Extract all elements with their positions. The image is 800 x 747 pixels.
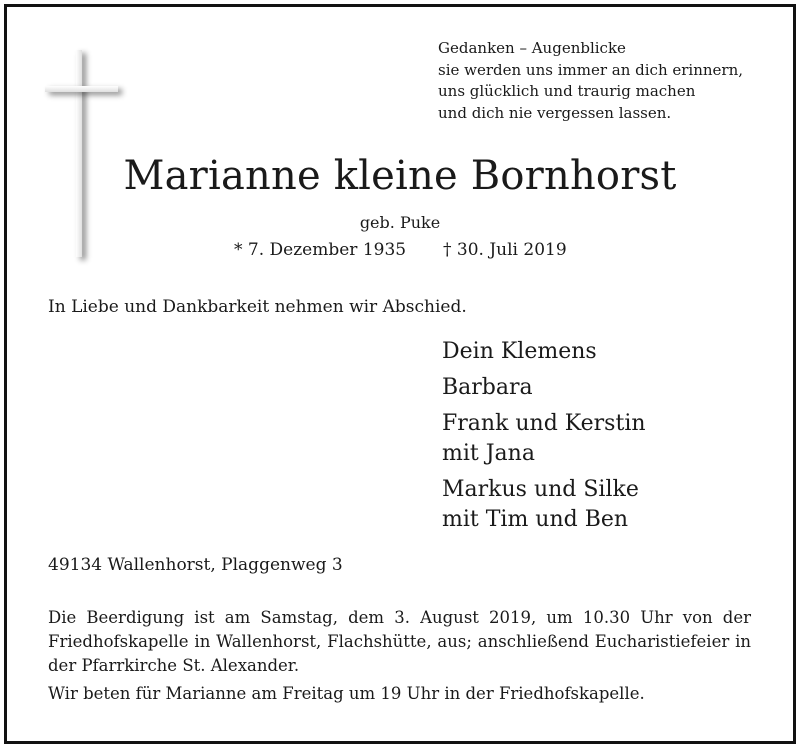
prayer-text: Wir beten für Marianne am Freitag um 19 Uhr in der Friedhofskapelle. <box>48 684 645 703</box>
poem-line: sie werden uns immer an dich erinnern, <box>438 60 744 79</box>
mourner-line: Markus und Silke <box>442 477 639 502</box>
poem <box>438 38 743 124</box>
poem-line: uns glücklich und traurig machen <box>438 82 696 100</box>
farewell-text: In Liebe und Dankbarkeit nehmen wir Abschied. <box>48 297 467 317</box>
mourner-line: Barbara <box>442 375 533 400</box>
mourner-line: Dein Klemens <box>442 339 597 364</box>
mourner-group <box>442 337 646 367</box>
mourner-line: mit Tim und Ben <box>442 507 629 532</box>
mourners-list <box>442 337 646 541</box>
mourner-group <box>442 373 646 403</box>
birth-date: * 7. Dezember 1935 <box>234 240 407 260</box>
mourner-group <box>442 409 646 469</box>
mourner-line: mit Jana <box>442 441 535 466</box>
mourner-group <box>442 475 646 535</box>
mourner-line: Frank und Kerstin <box>442 411 646 436</box>
poem-line: Gedanken – Augenblicke <box>438 39 626 57</box>
poem-line: und dich nie vergessen lassen. <box>438 103 672 122</box>
born-name: geb. Puke <box>359 213 441 232</box>
deceased-name: Marianne kleine Bornhorst <box>123 153 677 199</box>
funeral-text: Die Beerdigung ist am Samstag, dem 3. August 2019, um 10.30 Uhr von der Friedhofskapelle in Wallenhorst, Flachshütte, aus; anschließend Eucharistiefeier in der Pfarrkirche St. Alexander. <box>48 608 751 675</box>
address: 49134 Wallenhorst, Plaggenweg 3 <box>48 555 343 575</box>
death-date: † 30. Juli 2019 <box>443 240 567 260</box>
